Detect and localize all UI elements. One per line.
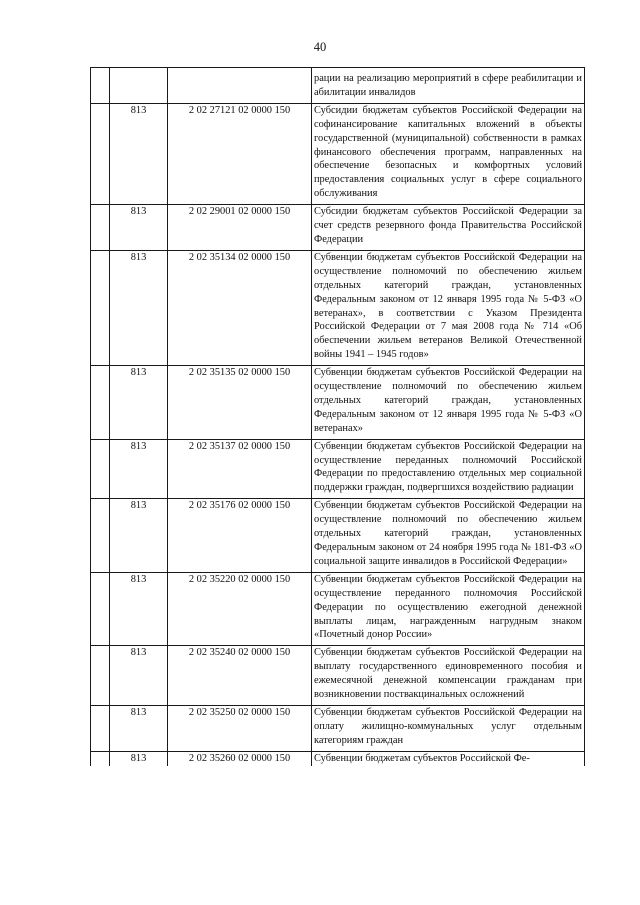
admin-code-cell: 813	[110, 572, 168, 646]
admin-code-cell: 813	[110, 366, 168, 440]
empty-cell	[91, 705, 110, 751]
empty-cell	[91, 499, 110, 573]
income-name-cell: Субвенции бюджетам субъектов Российской Федерации на осуществление полномочий по обеспечению жильем отдельных категорий граждан, установленных Федеральным законом от 12 января 1995 года № 5-ФЗ «О ветеранах», в соответствии с Указом Президента Российской Федерации от 7 мая 2008 года № 714 «Об обеспечении жильем ветеранов Великой Отечественной войны 1941 – 1945 годов»	[312, 250, 585, 365]
table-row	[91, 205, 585, 251]
admin-code-cell: 813	[110, 499, 168, 573]
empty-cell	[91, 751, 110, 765]
budget-code-cell: 2 02 35260 02 0000 150	[168, 751, 312, 765]
income-name-cell: Субвенции бюджетам субъектов Российской Федерации на осуществление полномочий по обеспечению жильем отдельных категорий граждан, установленных Федеральным законом от 24 ноября 1995 года № 181-ФЗ «О социальной защите инвалидов в Российской Федерации»	[312, 499, 585, 573]
income-name-cell: Субвенции бюджетам субъектов Российской Федерации на осуществление полномочий по обеспечению жильем отдельных категорий граждан, установленных Федеральным законом от 12 января 1995 года № 5-ФЗ «О ветеранах»	[312, 366, 585, 440]
table-row	[91, 439, 585, 499]
empty-cell	[91, 68, 110, 104]
income-name-cell: Субсидии бюджетам субъектов Российской Федерации за счет средств резервного фонда Правительства Российской Федерации	[312, 205, 585, 251]
admin-code-cell	[110, 68, 168, 104]
income-name-cell: Субвенции бюджетам субъектов Российской Федерации на выплату государственного единовременного пособия и ежемесячной денежной компенсации гражданам при возникновении поствакцинальных осложнений	[312, 646, 585, 706]
table-row	[91, 646, 585, 706]
budget-code-cell: 2 02 35220 02 0000 150	[168, 572, 312, 646]
budget-code-cell: 2 02 35137 02 0000 150	[168, 439, 312, 499]
table-row	[91, 103, 585, 204]
admin-code-cell: 813	[110, 250, 168, 365]
empty-cell	[91, 103, 110, 204]
budget-code-cell: 2 02 35176 02 0000 150	[168, 499, 312, 573]
admin-code-cell: 813	[110, 751, 168, 765]
table-row	[91, 499, 585, 573]
empty-cell	[91, 366, 110, 440]
table-row	[91, 366, 585, 440]
budget-code-cell: 2 02 35135 02 0000 150	[168, 366, 312, 440]
empty-cell	[91, 205, 110, 251]
table-body	[91, 68, 585, 766]
budget-code-cell: 2 02 29001 02 0000 150	[168, 205, 312, 251]
admin-code-cell: 813	[110, 705, 168, 751]
table-row	[91, 68, 585, 104]
admin-code-cell: 813	[110, 646, 168, 706]
empty-cell	[91, 572, 110, 646]
budget-code-cell: 2 02 35250 02 0000 150	[168, 705, 312, 751]
income-name-cell: Субвенции бюджетам субъектов Российской Федерации на осуществление переданного полномочия Российской Федерации по осуществлению ежегодной денежной выплаты лицам, награжденным нагрудным знаком «Почетный донор России»	[312, 572, 585, 646]
empty-cell	[91, 646, 110, 706]
budget-code-cell	[168, 68, 312, 104]
income-name-cell: Субсидии бюджетам субъектов Российской Федерации на софинансирование капитальных вложений в объекты государственной (муниципальной) собственности в рамках финансового обеспечения программ, направленных на обеспечение безопасных и комфортных условий предоставления социальных услуг в сфере социального обслуживания	[312, 103, 585, 204]
table-row	[91, 250, 585, 365]
income-name-cell: рации на реализацию мероприятий в сфере реабилитации и абилитации инвалидов	[312, 68, 585, 104]
admin-code-cell: 813	[110, 439, 168, 499]
admin-code-cell: 813	[110, 205, 168, 251]
budget-classification-table	[90, 67, 585, 766]
empty-cell	[91, 250, 110, 365]
budget-code-cell: 2 02 35240 02 0000 150	[168, 646, 312, 706]
budget-code-cell: 2 02 27121 02 0000 150	[168, 103, 312, 204]
budget-code-cell: 2 02 35134 02 0000 150	[168, 250, 312, 365]
income-name-cell: Субвенции бюджетам субъектов Российской Федерации на осуществление переданных полномочий Российской Федерации по предоставлению отдельных мер социальной поддержки граждан, подвергшихся воздействию радиации	[312, 439, 585, 499]
empty-cell	[91, 439, 110, 499]
table-row	[91, 705, 585, 751]
admin-code-cell: 813	[110, 103, 168, 204]
income-name-cell: Субвенции бюджетам субъектов Российской Федерации на оплату жилищно-коммунальных услуг отдельным категориям граждан	[312, 705, 585, 751]
page-number: 40	[313, 40, 327, 54]
table-row	[91, 572, 585, 646]
table-row	[91, 751, 585, 765]
income-name-cell: Субвенции бюджетам субъектов Российской Фе-	[312, 751, 585, 765]
